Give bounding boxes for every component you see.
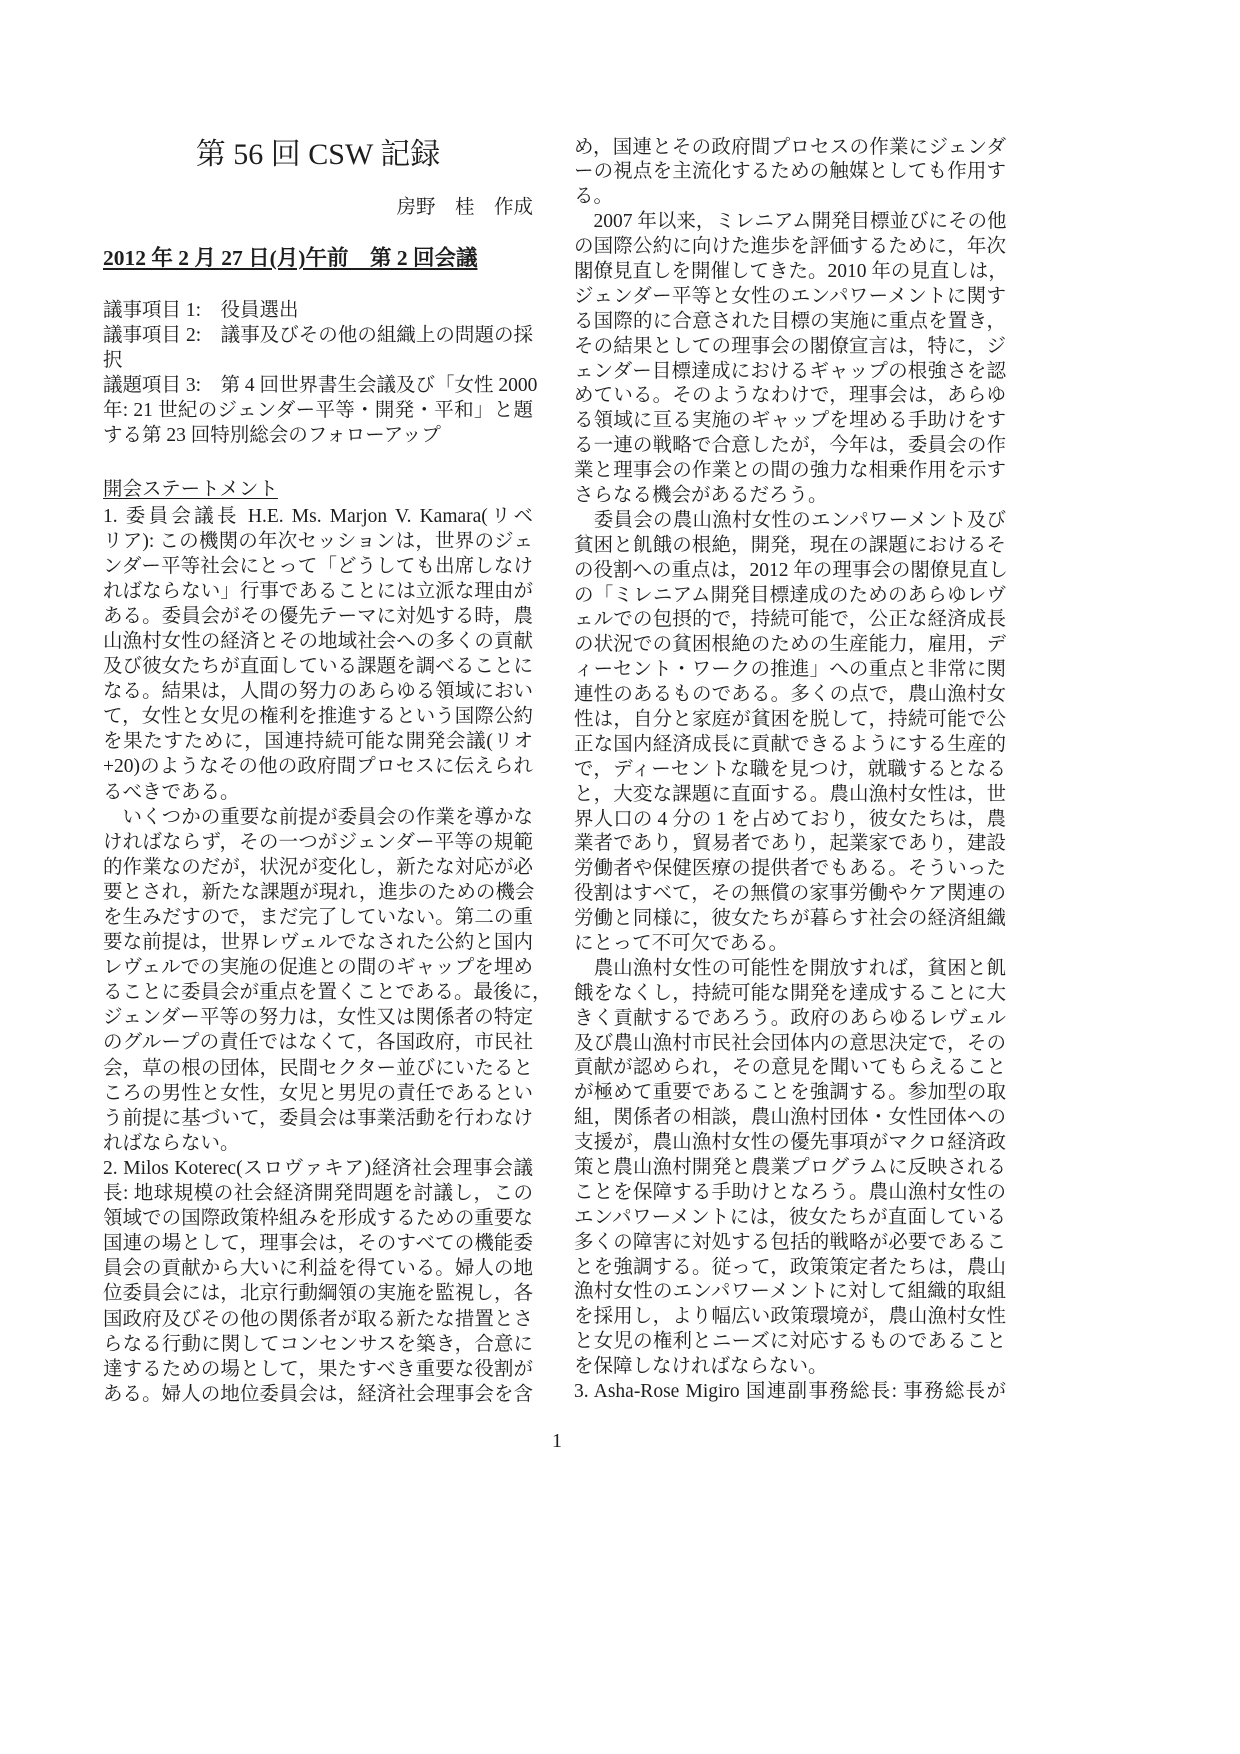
text-line: 2007 年以来，ミレニアム開発目標並びにその他	[574, 211, 1007, 233]
text-line: 餓をなくし，持続可能な開発を達成することに大	[574, 982, 1006, 1004]
text-line: う前提に基づいて，委員会は事業活動を行わなけ	[103, 1107, 533, 1129]
text-line: で，ディーセントな職を見つけ，就職するとなる	[574, 758, 1006, 780]
text-line: ェルでの包摂的で，持続可能で，公正な経済成長	[574, 609, 1006, 631]
text-line: いくつかの重要な前提が委員会の作業を導かな	[103, 806, 533, 828]
text-line: と女児の権利とニーズに対応するものであること	[574, 1331, 1006, 1353]
text-line: る。	[574, 186, 614, 208]
right-column-body	[574, 136, 1006, 1405]
text-line: 貧困と飢餓の根絶，開発，現在の課題におけるそ	[574, 534, 1006, 556]
text-line: 1. 委員会議長 H.E. Ms. Marjon V. Kamara(リベ	[103, 505, 533, 527]
paragraph	[574, 210, 1006, 509]
text-line: 閣僚見直しを開催してきた。2010 年の見直しは，	[574, 260, 1008, 282]
agenda-list	[103, 298, 538, 449]
session-heading: 2012 年 2 月 27 日(月)午前 第 2 回会議	[103, 246, 478, 270]
text-line: め，国連とその政府間プロセスの作業にジェンダ	[574, 136, 1006, 158]
agenda-item	[103, 298, 533, 323]
text-line: レヴェルでの実施の促進との間のギャップを埋め	[103, 957, 533, 979]
text-line: のグループの責任ではなくて，各国政府，市民社	[103, 1032, 533, 1054]
author-credit: 房野 桂 作成	[396, 197, 533, 218]
text-line: ければならず，その一つがジェンダー平等の規範	[103, 831, 533, 853]
text-line: 的作業なのだが，状況が変化し，新たな対応が必	[103, 856, 533, 878]
text-line: ころの男性と女性，女児と男児の責任であるとい	[103, 1082, 533, 1104]
text-line: 及び彼女たちが直面している課題を調べることに	[103, 656, 533, 678]
paragraph	[574, 1380, 1006, 1405]
agenda-item	[103, 323, 533, 373]
paragraph	[574, 957, 1006, 1380]
text-line: 連性のあるものである。多くの点で，農山漁村女	[574, 684, 1006, 706]
text-line: さらなる機会があるだろう。	[574, 484, 828, 506]
text-line: 組，関係者の相談，農山漁村団体・女性団体への	[574, 1107, 1006, 1129]
opening-statements-heading: 開会ステートメント	[103, 479, 278, 500]
text-line: ることに委員会が重点を置くことである。最後に，	[103, 982, 552, 1004]
text-line: の状況での貧困根絶のための生産能力，雇用，デ	[574, 634, 1006, 656]
text-line: る一連の戦略で合意したが，今年は，委員会の作	[574, 435, 1006, 457]
paragraph	[103, 805, 552, 1156]
document-title: 第 56 回 CSW 記録	[195, 138, 441, 171]
text-line: 性は，自分と家庭が貧困を脱して，持続可能で公	[574, 708, 1006, 730]
paragraph	[103, 1156, 533, 1407]
text-line: を生みだすので，まだ完了していない。第二の重	[103, 907, 533, 928]
text-line: ある。婦人の地位委員会は，経済社会理事会を含	[103, 1383, 533, 1405]
text-line: 業と理事会の作業との間の強力な相乗作用を示す	[574, 460, 1006, 482]
text-line: めている。そのようなわけで，理事会は，あらゆ	[574, 385, 1006, 407]
text-line: て，女性と女児の権利を推進するという国際公約	[103, 706, 533, 728]
text-line: きく貢献するであろう。政府のあらゆるレヴェル	[574, 1007, 1006, 1029]
page-number: 1	[552, 1430, 562, 1452]
text-line: ればならない」行事であることには立派な理由が	[103, 580, 533, 602]
paragraph	[574, 136, 1006, 211]
text-line: ンダー平等社会にとって「どうしても出席しなけ	[103, 555, 533, 577]
text-line: るべきである。	[103, 781, 240, 803]
text-line: 議事項目 1: 役員選出	[103, 299, 299, 321]
text-line: 議事項目 2: 議事及びその他の組織上の問題の採	[103, 324, 533, 346]
text-line: の「ミレニアム開発目標達成のためのあらゆレヴ	[574, 584, 1006, 606]
text-line: 役割はすべて，その無償の家事労働やケア関連の	[574, 883, 1006, 905]
left-column-body	[103, 504, 552, 1407]
text-line: 年: 21 世紀のジェンダー平等・開発・平和」と題	[103, 399, 533, 421]
text-line: 及び農山漁村市民社会団体内の意思決定で，その	[574, 1032, 1006, 1054]
text-line: 多くの障害に対処する包括的戦略が必要であるこ	[574, 1231, 1006, 1253]
text-line: 議題項目 3: 第 4 回世界書生会議及び「女性 2000	[103, 374, 538, 396]
text-line: を採用し，より幅広い政策環境が，農山漁村女性	[574, 1306, 1006, 1328]
text-line: 領域での国際政策枠組みを形成するための重要な	[103, 1208, 533, 1230]
agenda-item	[103, 373, 538, 448]
text-line: ことを保障する手助けとなろう。農山漁村女性の	[574, 1181, 1006, 1203]
text-line: を果たすために，国連持続可能な開発会議(リオ	[103, 731, 533, 753]
paragraph	[103, 504, 533, 805]
text-line: 要な前提は，世界レヴェルでなされた公約と国内	[103, 932, 533, 954]
text-line: 支援が，農山漁村女性の優先事項がマクロ経済政	[574, 1132, 1006, 1154]
text-line: らなる行動に関してコンセンサスを築き，合意に	[103, 1333, 533, 1355]
text-line: が極めて重要であることを強調する。参加型の取	[574, 1082, 1006, 1104]
text-line: その結果としての理事会の閣僚宣言は，特に，ジ	[574, 335, 1006, 357]
text-line: とを強調する。従って，政策策定者たちは，農山	[574, 1256, 1006, 1278]
text-line: 正な国内経済成長に貢献できるようにする生産的	[574, 733, 1006, 755]
text-line: 択	[103, 349, 123, 371]
text-line: 農山漁村女性の可能性を開放すれば，貧困と飢	[574, 957, 1006, 979]
text-line: ーの視点を主流化するための触媒としても作用す	[574, 161, 1006, 183]
text-line: 漁村女性のエンパワーメントに対して組織的取組	[574, 1281, 1006, 1303]
text-line: ェンダー目標達成におけるギャップの根強さを認	[574, 360, 1006, 382]
text-line: 員会の貢献から大いに利益を得ている。婦人の地	[103, 1258, 533, 1280]
text-line: ジェンダー平等の努力は，女性又は関係者の特定	[103, 1007, 533, 1029]
text-line: エンパワーメントには，彼女たちが直面している	[574, 1206, 1006, 1228]
text-line: と，大変な課題に直面する。農山漁村女性は，世	[574, 783, 1006, 805]
text-line: の国際公約に向けた進歩を評価するために，年次	[574, 236, 1006, 258]
text-line: ればならない。	[103, 1132, 240, 1154]
text-line: る国際的に合意された目標の実施に重点を置き，	[574, 310, 1006, 332]
text-line: する第 23 回特別総会のフォローアップ	[103, 424, 441, 446]
text-line: +20)のようなその他の政府間プロセスに伝えられ	[103, 756, 533, 778]
text-line: にとって不可欠である。	[574, 933, 789, 954]
text-line: ィーセント・ワークの推進」への重点と非常に関	[574, 659, 1006, 681]
text-line: リア): この機関の年次セッションは，世界のジェ	[103, 530, 533, 552]
text-line: 策と農山漁村開発と農業プログラムに反映される	[574, 1157, 1006, 1179]
text-line: 長: 地球規模の社会経済開発問題を討議し，この	[103, 1183, 533, 1205]
paragraph	[574, 509, 1006, 957]
text-line: ジェンダー平等と女性のエンパワーメントに関す	[574, 285, 1006, 307]
text-line: 2. Milos Koterec(スロヴァキア)経済社会理事会議	[103, 1157, 533, 1179]
text-line: 山漁村女性の経済とその地域社会への多くの貢献	[103, 630, 533, 652]
text-line: 業者であり，貿易者であり，起業家であり，建設	[574, 833, 1006, 855]
text-line: る領域に亘る実施のギャップを埋める手助けをす	[574, 410, 1006, 432]
text-line: なる。結果は，人間の努力のあらゆる領域におい	[103, 681, 533, 703]
text-line: 界人口の 4 分の 1 を占めており，彼女たちは，農	[574, 808, 1006, 830]
text-line: 3. Asha-Rose Migiro 国連副事務総長: 事務総長が	[574, 1381, 1006, 1403]
text-line: 労働者や保健医療の提供者でもある。そういった	[574, 858, 1006, 880]
text-line: 要とされ，新たな課題が現れ，進歩のための機会	[103, 881, 535, 903]
text-line: 位委員会には，北京行動綱領の実施を監視し，各	[103, 1283, 533, 1305]
text-line: 貢献が認められ，その意見を聞いてもらえること	[574, 1057, 1006, 1079]
text-line: 達するための場として，果たすべき重要な役割が	[103, 1358, 533, 1380]
text-line: ある。委員会がその優先テーマに対処する時，農	[103, 605, 533, 627]
text-line: 労働と同様に，彼女たちが暮らす社会の経済組織	[574, 908, 1006, 930]
text-line: 国政府及びその他の関係者が取る新たな措置とさ	[103, 1308, 533, 1330]
text-line: 国連の場として，理事会は，そのすべての機能委	[103, 1233, 533, 1255]
text-line: の役割への重点は，2012 年の理事会の閣僚見直し	[574, 559, 1008, 581]
text-line: 委員会の農山漁村女性のエンパワーメント及び	[574, 509, 1006, 531]
text-line: を保障しなければならない。	[574, 1356, 828, 1378]
text-line: 会，草の根の団体，民間セクター並びにいたると	[103, 1057, 533, 1079]
